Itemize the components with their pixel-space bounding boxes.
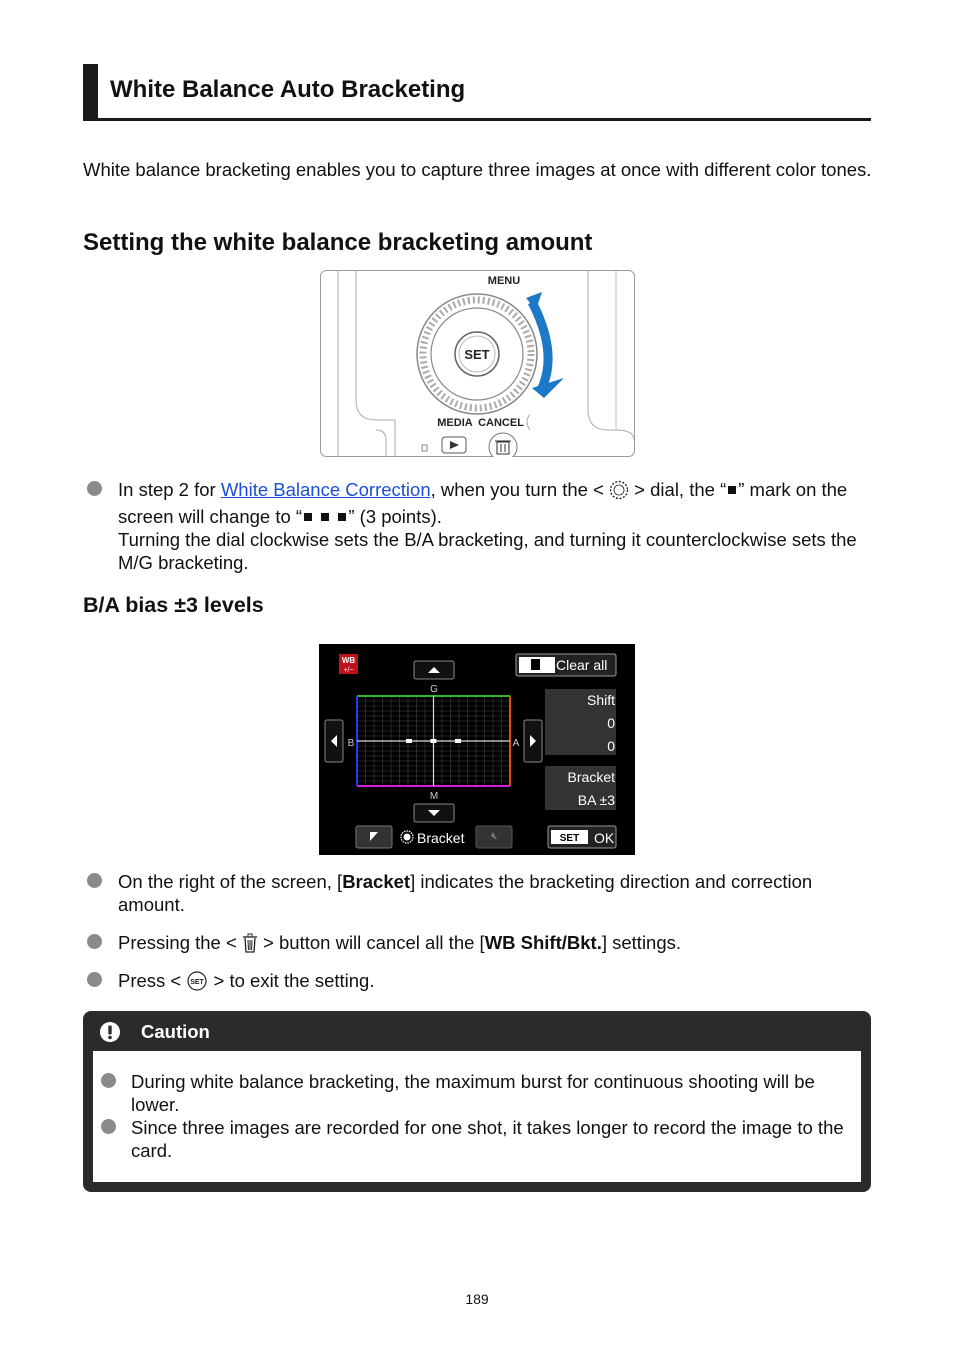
bullet-2-bold: Bracket xyxy=(342,871,411,892)
bullet-1-mid1: , when you turn the < xyxy=(430,479,610,500)
dial-set-label: SET xyxy=(464,347,490,362)
bullet-marker xyxy=(87,481,102,496)
set-button-icon xyxy=(186,971,208,996)
dial-media-label: MEDIA xyxy=(437,417,473,429)
mark-square-icon xyxy=(338,513,346,521)
title-marker xyxy=(83,64,98,121)
wb-icon-sub: +/− xyxy=(343,667,354,674)
bracket-label: Bracket xyxy=(567,769,615,785)
caution-body xyxy=(93,1051,861,1182)
bullet-3-text xyxy=(118,931,868,958)
bullet-3-prefix: Pressing the < xyxy=(118,932,242,953)
wb-icon-label: WB xyxy=(341,656,356,665)
page-title: White Balance Auto Bracketing xyxy=(110,76,466,103)
bullet-4-suffix: > to exit the setting. xyxy=(208,970,375,991)
caution-item-1: During white balance bracketing, the maximum burst for continuous shooting will be lower. xyxy=(131,1071,815,1115)
caution-item-2: Since three images are recorded for one shot, it takes longer to record the image to the card. xyxy=(131,1117,844,1161)
bullet-3-suffix: ] settings. xyxy=(601,932,682,953)
bracket-point xyxy=(431,739,437,743)
bullet-1-prefix: In step 2 for xyxy=(118,479,221,500)
title-bar xyxy=(83,64,871,121)
bullet-marker xyxy=(101,1119,116,1134)
svg-text:SET: SET xyxy=(190,979,205,986)
bullet-4-prefix: Press < xyxy=(118,970,187,991)
intro-paragraph: White balance bracketing enables you to capture three images at once with different color tones. xyxy=(83,159,872,180)
dial-illustration xyxy=(320,270,635,457)
bullet-marker xyxy=(87,873,102,888)
axis-b-label: B xyxy=(347,738,355,749)
shift-value-2: 0 xyxy=(607,738,615,754)
set-button-label: SET xyxy=(559,833,580,844)
section-heading: Setting the white balance bracketing amount xyxy=(83,229,593,256)
dial-illustration-svg xyxy=(320,270,635,457)
bullet-3-bold: WB Shift/Bkt. xyxy=(484,932,602,953)
ok-label: OK xyxy=(594,830,615,846)
color-grid xyxy=(357,696,510,786)
caution-box xyxy=(83,1011,871,1192)
main-dial-icon xyxy=(609,480,629,505)
bullet-3-mid: > button will cancel all the [ xyxy=(257,932,485,953)
clear-all-label: Clear all xyxy=(556,657,608,673)
bracket-point xyxy=(455,739,461,743)
bullet-marker xyxy=(87,972,102,987)
caution-icon xyxy=(99,1021,121,1048)
axis-m-label: M xyxy=(429,791,439,802)
bullet-1-mid2: > dial, the “ xyxy=(629,479,727,500)
mark-square-icon xyxy=(728,486,736,494)
bracket-value: BA ±3 xyxy=(577,792,615,808)
white-balance-correction-link[interactable]: White Balance Correction xyxy=(220,479,431,500)
bullet-marker xyxy=(87,934,102,949)
bullet-1-line2: Turning the dial clockwise sets the B/A bracketing, and turning it counterclockwise sets the M/G bracketing. xyxy=(118,529,857,573)
mark-square-icon xyxy=(321,513,329,521)
axis-a-label: A xyxy=(512,738,520,749)
bullet-2-prefix: On the right of the screen, [ xyxy=(118,871,343,892)
bracket-point xyxy=(406,739,412,743)
bullet-1-mid4: ” (3 points). xyxy=(348,506,442,527)
shift-label: Shift xyxy=(586,692,615,708)
dial-menu-label: MENU xyxy=(487,275,521,287)
bullet-2-suffix: ] indicates the bracketing direction and correction amount. xyxy=(118,871,813,915)
subheading: B/A bias ±3 levels xyxy=(83,593,264,617)
shift-value-1: 0 xyxy=(607,715,615,731)
bullet-marker xyxy=(101,1073,116,1088)
axis-g-label: G xyxy=(430,684,438,695)
bullet-1-text xyxy=(118,478,868,574)
wb-shift-screen xyxy=(319,644,635,855)
bullet-2-text xyxy=(118,870,868,916)
trash-icon xyxy=(242,933,258,958)
caution-title: Caution xyxy=(141,1021,210,1042)
wb-shift-screen-svg xyxy=(319,644,635,855)
bottom-bracket-label: Bracket xyxy=(417,830,465,846)
page-number: 189 xyxy=(465,1291,489,1307)
bullet-1-mid3: ” mark on the screen will change to “ xyxy=(118,479,848,527)
bullet-4-text xyxy=(118,969,868,996)
title-rule xyxy=(83,118,871,121)
dial-cancel-label: CANCEL xyxy=(478,417,524,429)
mark-square-icon xyxy=(304,513,312,521)
